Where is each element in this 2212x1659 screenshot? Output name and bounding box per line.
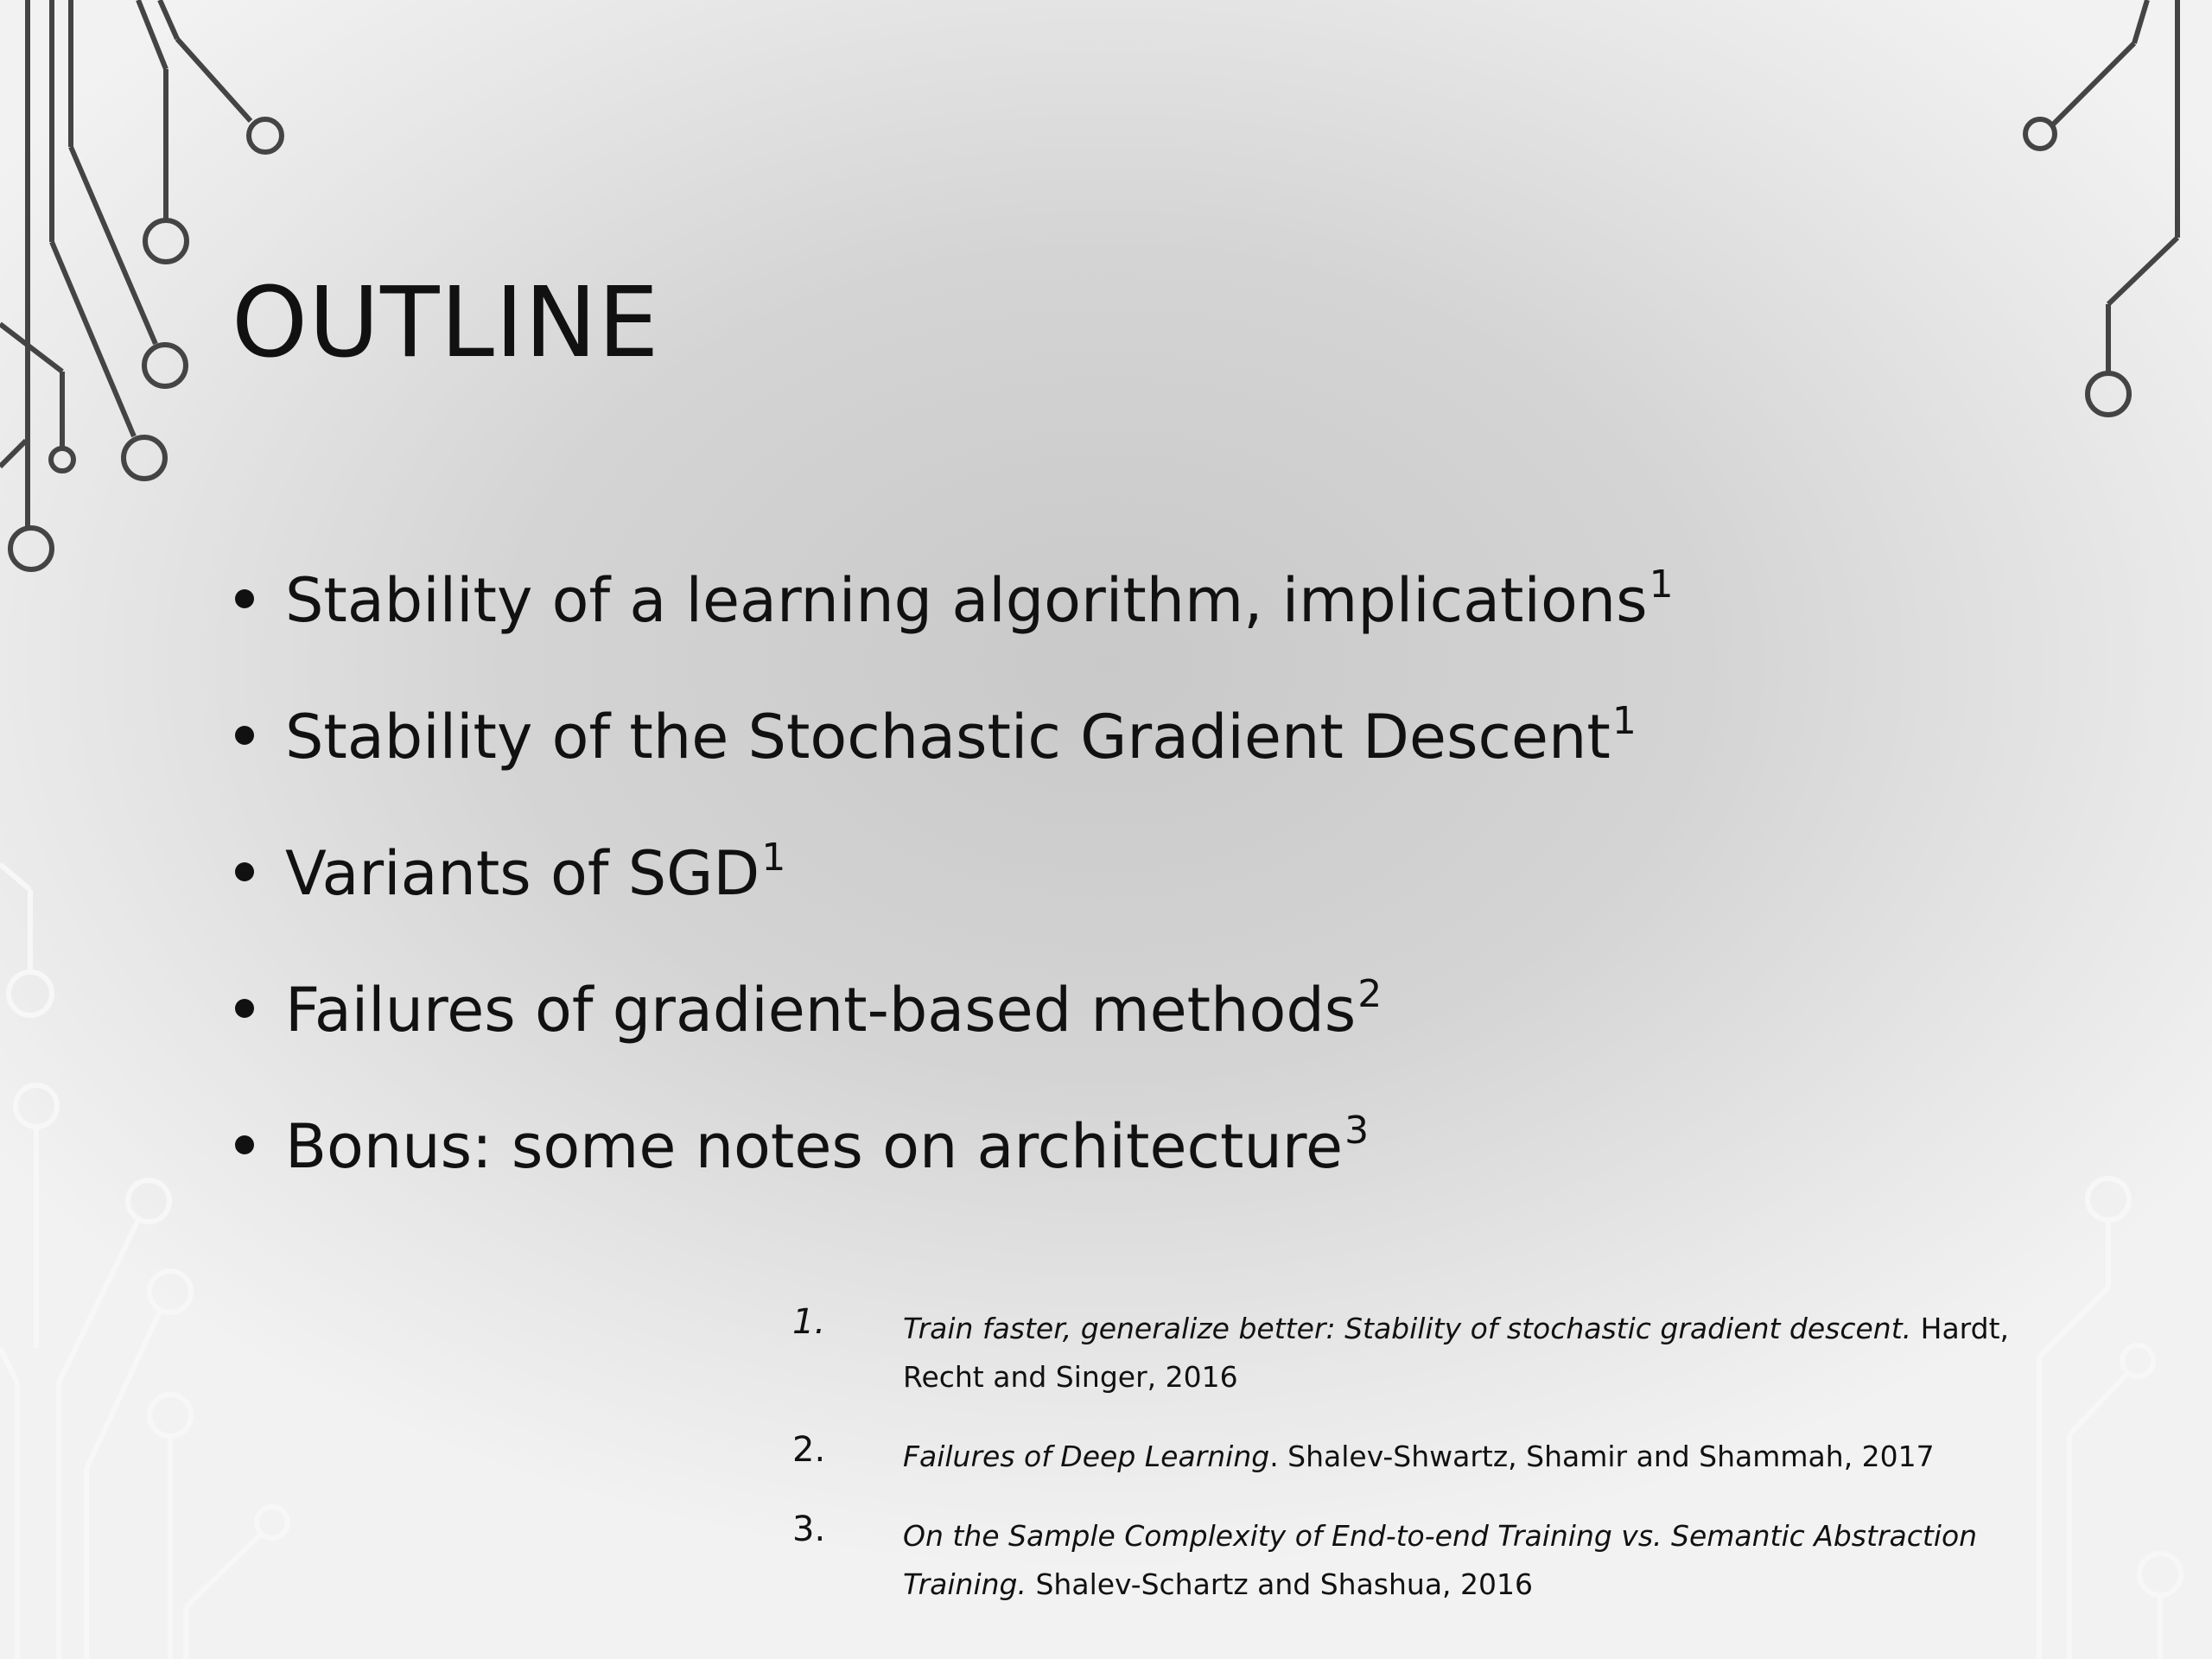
reference-number: 3. [792,1510,826,1549]
bullet-dot-icon [235,726,254,745]
reference-marker: 1 [1649,563,1674,607]
reference-authors: Shalev-Schartz and Shashua, 2016 [1027,1567,1534,1601]
bullet-item [232,972,1674,1116]
reference-item [791,1302,2035,1402]
bullet-text: Stability of a learning algorithm, implications [285,565,1648,636]
reference-title: Train faster, generalize better: Stability of stochastic gradient descent. [903,1312,1912,1345]
reference-marker: 2 [1357,972,1382,1016]
bullet-list [232,563,1674,1253]
reference-marker: 1 [1611,699,1637,743]
reference-authors: . Shalev-Shwartz, Shamir and Shammah, 2017 [1269,1440,1935,1473]
reference-item [791,1512,2035,1609]
reference-marker: 3 [1344,1109,1370,1153]
bullet-item [232,563,1674,707]
reference-title: On the Sample Complexity of End-to-end Training vs. Semantic Abstraction Training. [903,1519,1978,1601]
bullet-dot-icon [235,1135,254,1154]
bullet-dot-icon [235,862,254,881]
bullet-dot-icon [235,589,254,608]
bullet-dot-icon [235,999,254,1018]
reference-authors: Hardt, Recht and Singer, 2016 [903,1312,2010,1394]
reference-item [791,1430,2035,1481]
bullet-item [232,836,1674,980]
bullet-text: Variants of SGD [285,838,760,909]
reference-title: Failures of Deep Learning [903,1440,1270,1473]
reference-number: 1. [792,1302,826,1342]
bullet-text: Failures of gradient-based methods [285,975,1357,1046]
reference-marker: 1 [761,836,786,880]
bullet-text: Stability of the Stochastic Gradient Descent [285,702,1611,772]
slide-title: OUTLINE [232,267,660,379]
bullet-item [232,1109,1674,1253]
bullet-text: Bonus: some notes on architecture [285,1111,1344,1182]
references-list [791,1302,2035,1640]
reference-number: 2. [792,1430,826,1470]
bullet-item [232,699,1674,843]
